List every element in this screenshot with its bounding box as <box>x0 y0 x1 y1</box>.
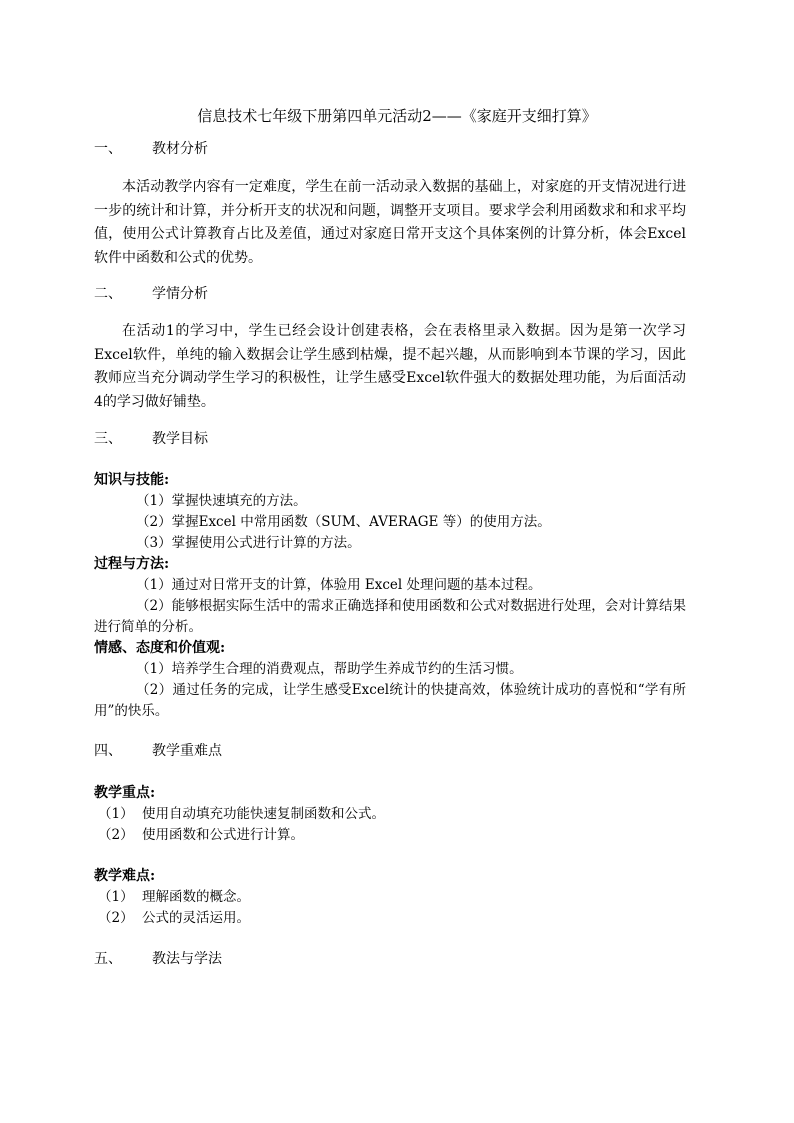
list-item: （1）培养学生合理的消费观点，帮助学生养成节约的生活习惯。 <box>136 661 523 677</box>
section-heading-teaching-learning-methods <box>94 948 222 970</box>
list-item-text: 使用函数和公式进行计算。 <box>142 827 304 843</box>
list-item <box>98 804 385 825</box>
subhead-difficult-points: 教学难点: <box>94 868 156 884</box>
section-label: 学情分析 <box>152 286 208 302</box>
subhead-attitude-values: 情感、态度和价值观: <box>94 640 226 656</box>
list-item: （2）通过任务的完成，让学生感受Excel统计的快捷高效，体验统计成功的喜悦和“学有所用”的快乐。 <box>94 682 686 719</box>
section-label: 教材分析 <box>152 141 208 157</box>
list-item <box>98 908 250 929</box>
list-item: （2）能够根据实际生活中的需求正确选择和使用函数和公式对数据进行处理，会对计算结果进行简单的分析。 <box>94 598 686 635</box>
section-number: 三、 <box>94 431 122 447</box>
subhead-key-points: 教学重点: <box>94 785 156 801</box>
section-heading-teaching-material <box>94 138 208 160</box>
section-number: 一、 <box>94 141 122 157</box>
section-heading-teaching-goals <box>94 428 208 450</box>
list-item: （2）掌握Excel 中常用函数（SUM、AVERAGE 等）的使用方法。 <box>136 514 551 530</box>
section-label: 教学重难点 <box>152 743 222 759</box>
list-item-number: （2） <box>98 827 134 843</box>
section-label: 教法与学法 <box>152 951 222 967</box>
paragraph-student-analysis: 在活动1的学习中，学生已经会设计创建表格，会在表格里录入数据。因为是第一次学习Excel软件，单纯的输入数据会让学生感到枯燥，提不起兴趣，从而影响到本节课的学习，因此教师应当充分调动学生学习的积极性，让学生感受Excel软件强大的数据处理功能，为后面活动4的学习做好铺垫。 <box>94 323 686 410</box>
list-item-number: （1） <box>98 806 134 822</box>
subhead-knowledge-skills: 知识与技能: <box>94 472 170 488</box>
list-item <box>98 887 250 908</box>
section-number: 五、 <box>94 951 122 967</box>
list-item: （1）掌握快速填充的方法。 <box>136 493 307 509</box>
section-number: 四、 <box>94 743 122 759</box>
list-item-number: （2） <box>98 910 134 926</box>
paragraph-teaching-material: 本活动教学内容有一定难度，学生在前一活动录入数据的基础上，对家庭的开支情况进行进一步的统计和计算，并分析开支的状况和问题，调整开支项目。要求学会利用函数求和和求平均值，使用公式计算教育占比及差值，通过对家庭日常开支这个具体案例的计算分析，体会Excel软件中函数和公式的优势。 <box>94 179 686 266</box>
document-title: 信息技术七年级下册第四单元活动2——《家庭开支细打算》 <box>197 107 597 125</box>
section-number: 二、 <box>94 286 122 302</box>
list-item-text: 理解函数的概念。 <box>142 889 250 905</box>
list-item-text: 公式的灵活运用。 <box>142 910 250 926</box>
section-label: 教学目标 <box>152 431 208 447</box>
section-heading-key-difficult-points <box>94 740 222 762</box>
list-item <box>98 825 304 846</box>
subhead-process-methods: 过程与方法: <box>94 556 170 572</box>
section-heading-student-analysis <box>94 283 208 305</box>
list-item-text: 使用自动填充功能快速复制函数和公式。 <box>142 806 385 822</box>
list-item: （3）掌握使用公式进行计算的方法。 <box>136 535 361 551</box>
list-item: （1）通过对日常开支的计算，体验用 Excel 处理问题的基本过程。 <box>136 577 542 593</box>
list-item-number: （1） <box>98 889 134 905</box>
